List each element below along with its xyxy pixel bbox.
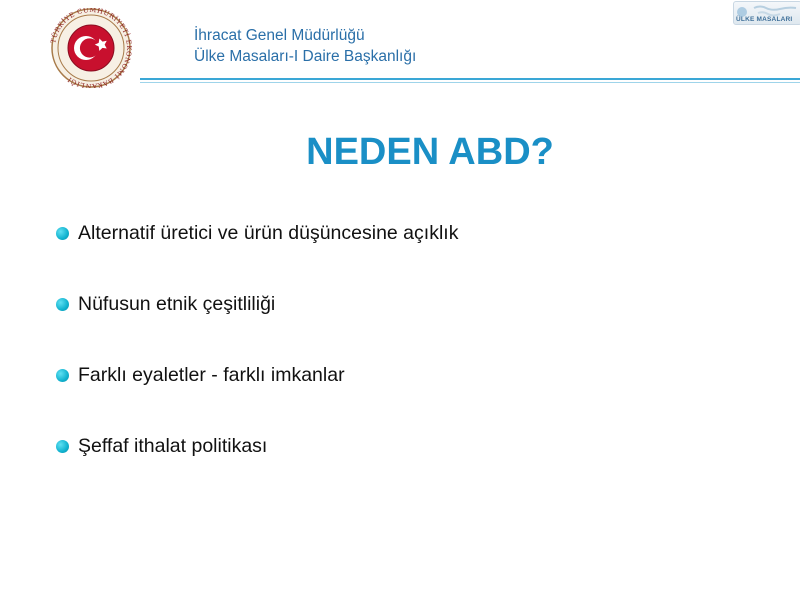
bullet-dot-icon (56, 298, 69, 311)
department-header (194, 25, 416, 67)
slide-title: NEDEN ABD? (306, 131, 554, 173)
bullet-text: Alternatif üretici ve ürün düşüncesine açıklık (78, 222, 459, 244)
bullet-text: Farklı eyaletler - farklı imkanlar (78, 364, 345, 386)
logo-text: ÜLKE MASALARI (736, 16, 793, 23)
bullet-text: Şeffaf ithalat politikası (78, 435, 268, 457)
header-divider-thin (140, 82, 800, 83)
ministry-seal-icon (46, 8, 136, 88)
ulke-masalari-logo (733, 1, 800, 25)
header-line-1: İhracat Genel Müdürlüğü (194, 27, 365, 44)
header-divider (140, 78, 800, 80)
bullet-dot-icon (56, 227, 69, 240)
bullet-text: Nüfusun etnik çeşitliliği (78, 293, 276, 315)
seal-ring-text: TÜRKİYE CUMHURİYETİ EKONOMİ BAKANLIĞI (49, 8, 134, 88)
header-line-2: Ülke Masaları-I Daire Başkanlığı (194, 48, 417, 65)
bullet-dot-icon (56, 369, 69, 382)
bullet-dot-icon (56, 440, 69, 453)
